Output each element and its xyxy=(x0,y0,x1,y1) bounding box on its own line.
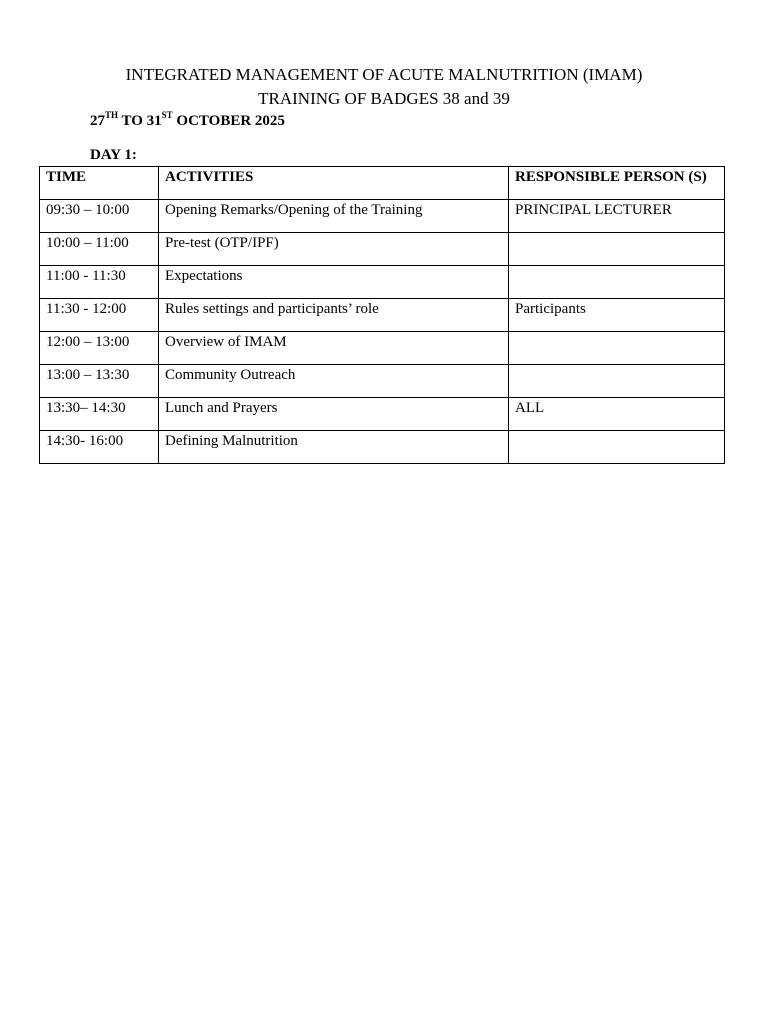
header-activities-label: ACTIVITIES xyxy=(165,169,254,185)
cell-time xyxy=(40,299,159,332)
header-time-label: TIME xyxy=(46,169,87,185)
cell-time-text: 14:30- 16:00 xyxy=(46,433,124,449)
date-connector: TO xyxy=(118,113,147,129)
header-activities xyxy=(159,167,509,200)
cell-time xyxy=(40,431,159,464)
cell-activity-text: Rules settings and participants’ role xyxy=(165,301,379,317)
table-row xyxy=(40,332,725,365)
cell-time xyxy=(40,233,159,266)
cell-time-text: 09:30 – 10:00 xyxy=(46,202,130,218)
cell-time xyxy=(40,200,159,233)
cell-responsible-text xyxy=(515,233,718,234)
cell-time xyxy=(40,365,159,398)
table-row xyxy=(40,365,725,398)
cell-activity-text: Defining Malnutrition xyxy=(165,433,298,449)
cell-responsible xyxy=(509,299,725,332)
cell-activity xyxy=(159,200,509,233)
cell-activity xyxy=(159,299,509,332)
cell-responsible xyxy=(509,233,725,266)
document-title-line-2: TRAINING OF BADGES 38 and 39 xyxy=(258,89,510,108)
schedule-header-row xyxy=(40,167,725,200)
schedule-table xyxy=(39,166,725,464)
cell-responsible xyxy=(509,332,725,365)
cell-time xyxy=(40,398,159,431)
cell-activity xyxy=(159,266,509,299)
date-start-suffix: TH xyxy=(105,110,119,120)
cell-activity xyxy=(159,332,509,365)
table-row xyxy=(40,200,725,233)
cell-time xyxy=(40,332,159,365)
cell-time-text: 12:00 – 13:00 xyxy=(46,334,130,350)
cell-activity-text: Lunch and Prayers xyxy=(165,400,278,416)
cell-time-text: 13:00 – 13:30 xyxy=(46,367,130,383)
cell-activity xyxy=(159,233,509,266)
header-responsible-label: RESPONSIBLE PERSON (S) xyxy=(515,169,707,185)
cell-activity-text: Community Outreach xyxy=(165,367,296,383)
date-end-suffix: ST xyxy=(161,110,173,120)
cell-responsible xyxy=(509,398,725,431)
cell-activity-text: Opening Remarks/Opening of the Training xyxy=(165,202,423,218)
cell-activity-text: Overview of IMAM xyxy=(165,334,287,350)
cell-time xyxy=(40,266,159,299)
cell-responsible xyxy=(509,266,725,299)
day-label: DAY 1: xyxy=(90,147,137,163)
table-row xyxy=(40,299,725,332)
date-start-day: 27 xyxy=(90,113,105,129)
table-row xyxy=(40,266,725,299)
table-row xyxy=(40,431,725,464)
cell-time-text: 10:00 – 11:00 xyxy=(46,235,129,251)
cell-activity-text: Expectations xyxy=(165,268,243,284)
header-time xyxy=(40,167,159,200)
cell-responsible-text xyxy=(515,332,718,333)
cell-activity xyxy=(159,365,509,398)
cell-responsible-text xyxy=(515,365,718,366)
cell-activity xyxy=(159,398,509,431)
cell-responsible-text: PRINCIPAL LECTURER xyxy=(515,202,672,218)
training-date-range xyxy=(90,111,285,131)
cell-responsible-text xyxy=(515,266,718,267)
cell-time-text: 11:00 - 11:30 xyxy=(46,268,126,284)
document-title-line-1: INTEGRATED MANAGEMENT OF ACUTE MALNUTRITION (IMAM) xyxy=(125,65,643,84)
schedule-body xyxy=(40,200,725,464)
header-responsible xyxy=(509,167,725,200)
table-row xyxy=(40,233,725,266)
date-month-year: OCTOBER 2025 xyxy=(172,113,285,129)
cell-responsible-text xyxy=(515,431,718,432)
cell-responsible-text: ALL xyxy=(515,400,545,416)
cell-time-text: 13:30– 14:30 xyxy=(46,400,126,416)
date-end-day: 31 xyxy=(146,113,162,129)
cell-responsible xyxy=(509,200,725,233)
cell-responsible xyxy=(509,431,725,464)
table-row xyxy=(40,398,725,431)
cell-responsible-text: Participants xyxy=(515,301,586,317)
cell-activity-text: Pre-test (OTP/IPF) xyxy=(165,235,279,251)
cell-responsible xyxy=(509,365,725,398)
cell-activity xyxy=(159,431,509,464)
cell-time-text: 11:30 - 12:00 xyxy=(46,301,127,317)
